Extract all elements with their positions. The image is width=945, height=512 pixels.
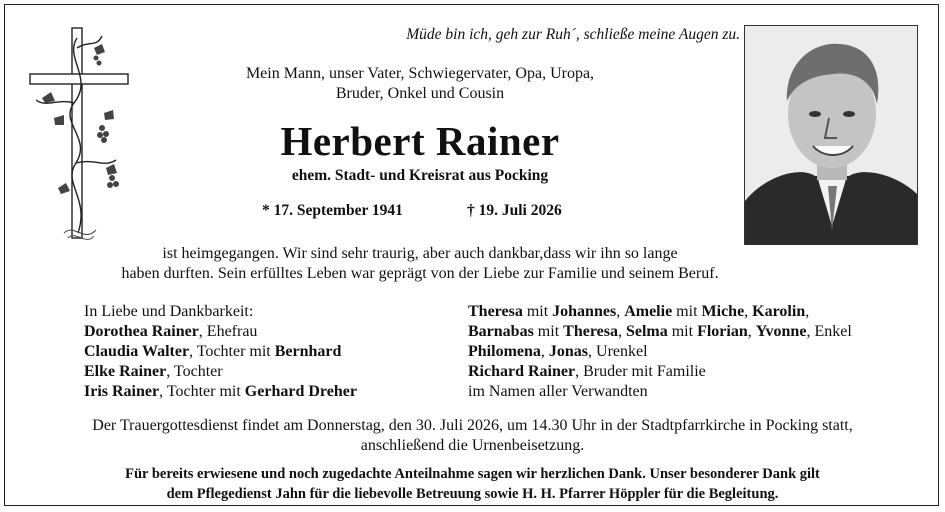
text-fragment: , Tochter mit (189, 343, 275, 360)
mourner-line: im Namen aller Verwandten (468, 383, 648, 400)
bold-name: Theresa (563, 323, 618, 340)
bold-name: Amelie (624, 303, 673, 320)
motto: Müde bin ich, geh zur Ruh´, schließe meine Augen zu. (406, 26, 740, 43)
bold-name: Dorothea Rainer (84, 323, 199, 340)
text-fragment: , Enkel (806, 323, 852, 340)
bold-name: Richard Rainer (468, 363, 576, 380)
bold-name: Claudia Walter (84, 343, 190, 360)
deceased-name: Herbert Rainer (280, 118, 560, 164)
text-fragment: mit (672, 303, 702, 320)
bold-name: Philomena (468, 343, 541, 360)
text-fragment: mit (533, 323, 564, 340)
bold-name: Karolin (752, 303, 806, 320)
portrait-photo (744, 25, 918, 245)
bold-name: Gerhard Dreher (244, 383, 357, 400)
text-fragment: mit (667, 323, 698, 340)
mourners-left (84, 302, 357, 402)
service-info (20, 416, 925, 456)
bold-name: Johannes (552, 303, 617, 320)
bold-name: Jonas (548, 343, 589, 360)
intro-text (200, 64, 640, 104)
service-line: Der Trauergottesdienst findet am Donnerstag, den 30. Juli 2026, um 14.30 Uhr in der Stadtpfarrkirche in Pocking statt, (92, 417, 853, 434)
text-fragment: , Bruder mit Familie (575, 363, 706, 380)
mourner-line (468, 302, 852, 322)
passed-line: haben durften. Sein erfülltes Leben war geprägt von der Liebe zur Familie und seinem Beruf. (121, 265, 719, 282)
passed-line: ist heimgegangen. Wir sind sehr traurig, aber auch dankbar,dass wir ihn so lange (162, 245, 678, 262)
passed-text (40, 244, 800, 284)
mourner-line (84, 322, 357, 342)
text-fragment: , Tochter mit (159, 383, 245, 400)
text-fragment: , Urenkel (588, 343, 648, 360)
bold-name: Barnabas (468, 323, 534, 340)
bold-name: Bernhard (274, 343, 342, 360)
thanks-text (20, 464, 925, 504)
text-fragment: , (616, 303, 625, 320)
intro-line: Bruder, Onkel und Cousin (335, 85, 505, 102)
birth-date: * 17. September 1941 (262, 202, 403, 219)
bold-name: Iris Rainer (84, 383, 160, 400)
text-fragment: mit (522, 303, 553, 320)
mourner-line (468, 322, 852, 342)
text-fragment: , (805, 303, 810, 320)
text-fragment: , Ehefrau (198, 323, 258, 340)
thanks-line: dem Pflegedienst Jahn für die liebevolle Betreuung sowie H. H. Pfarrer Höppler für die Begleitung. (166, 486, 779, 502)
mourner-line (84, 362, 357, 382)
cross-with-vine-icon (24, 18, 134, 246)
bold-name: Yvonne (755, 323, 807, 340)
bold-name: Selma (625, 323, 668, 340)
text-fragment: , (540, 343, 549, 360)
bold-name: Miche (701, 303, 745, 320)
death-date: † 19. Juli 2026 (467, 202, 562, 219)
mourner-line (84, 382, 357, 402)
text-fragment: , Tochter (166, 363, 223, 380)
bold-name: Florian (697, 323, 748, 340)
intro-line: Mein Mann, unser Vater, Schwiegervater, Opa, Uropa, (245, 65, 595, 82)
mourners-heading: In Liebe und Dankbarkeit: (84, 303, 254, 320)
service-line: anschließend die Urnenbeisetzung. (360, 437, 585, 454)
mourner-line (468, 362, 852, 382)
bold-name: Theresa (468, 303, 523, 320)
text-fragment: , (617, 323, 626, 340)
mourner-line (468, 342, 852, 362)
mourners-right (468, 302, 852, 402)
thanks-line: Für bereits erwiesene und noch zugedachte Anteilnahme sagen wir herzlichen Dank. Unser besonderer Dank gilt (125, 466, 820, 482)
text-fragment: , (744, 303, 753, 320)
deceased-role: ehem. Stadt- und Kreisrat aus Pocking (291, 167, 549, 184)
mourner-line (84, 342, 357, 362)
bold-name: Elke Rainer (84, 363, 167, 380)
text-fragment: , (747, 323, 756, 340)
